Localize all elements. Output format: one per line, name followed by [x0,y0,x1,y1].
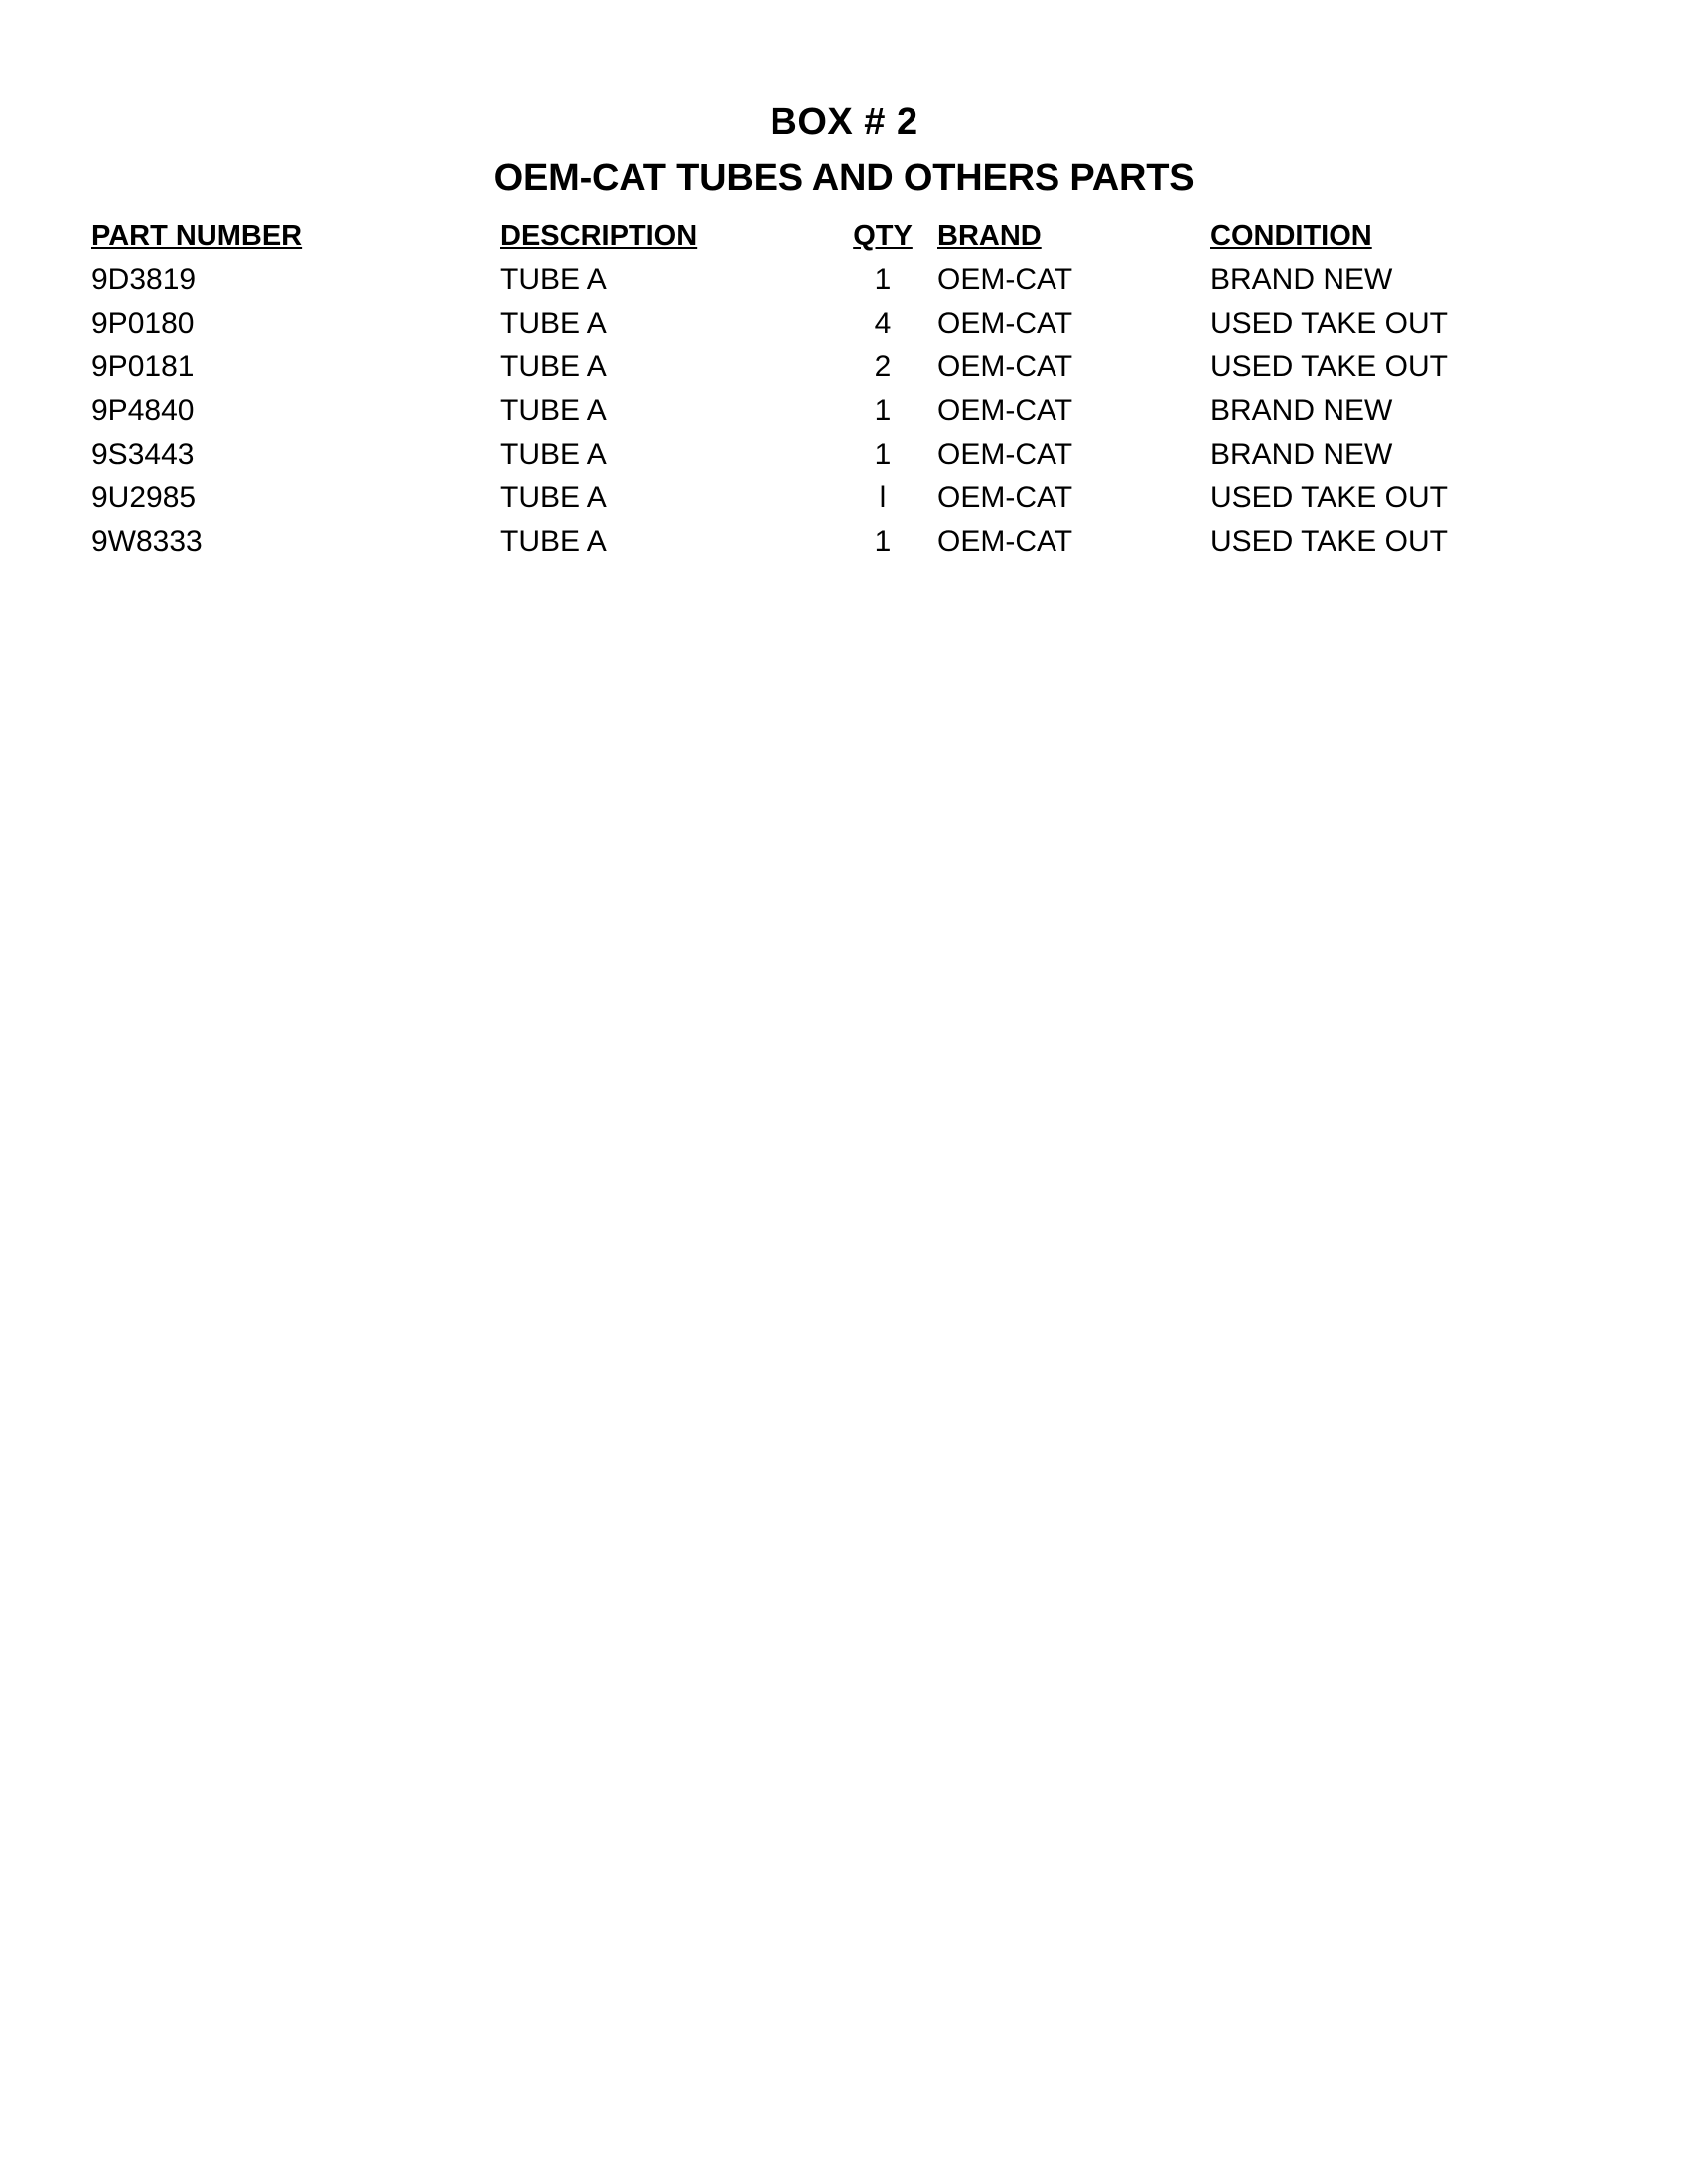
cell-part-number: 9P0180 [91,307,195,340]
table-row [91,483,1608,527]
cell-brand: OEM-CAT [937,525,1073,558]
cell-condition: BRAND NEW [1210,263,1393,296]
table-row [91,440,1608,483]
cell-brand: OEM-CAT [937,263,1073,296]
cell-qty: 4 [874,307,892,340]
column-header-qty: QTY [853,220,913,252]
cell-part-number: 9D3819 [91,263,197,296]
cell-description: TUBE A [500,481,607,514]
table-row [91,527,1608,571]
cell-qty: 1 [874,394,892,427]
cell-condition: USED TAKE OUT [1210,307,1448,340]
cell-qty: 1 [874,525,892,558]
table-row [91,309,1608,352]
cell-condition: BRAND NEW [1210,394,1393,427]
cell-brand: OEM-CAT [937,438,1073,471]
cell-description: TUBE A [500,350,607,383]
table-header-row [91,222,1608,265]
table-row [91,265,1608,309]
cell-description: TUBE A [500,525,607,558]
cell-brand: OEM-CAT [937,481,1073,514]
cell-qty: l [879,481,887,514]
cell-part-number: 9S3443 [91,438,195,471]
cell-part-number: 9P0181 [91,350,195,383]
cell-description: TUBE A [500,438,607,471]
cell-brand: OEM-CAT [937,394,1073,427]
cell-description: TUBE A [500,307,607,340]
parts-table [91,222,1608,571]
cell-part-number: 9P4840 [91,394,195,427]
column-header-description: DESCRIPTION [500,220,698,252]
cell-condition: BRAND NEW [1210,438,1393,471]
page-title: BOX # 2 [770,101,918,143]
title-block [0,103,1688,197]
cell-qty: 1 [874,263,892,296]
cell-part-number: 9U2985 [91,481,197,514]
cell-qty: 2 [874,350,892,383]
column-header-brand: BRAND [937,220,1042,252]
table-row [91,396,1608,440]
cell-condition: USED TAKE OUT [1210,481,1448,514]
page-subtitle: OEM-CAT TUBES AND OTHERS PARTS [493,157,1195,199]
column-header-condition: CONDITION [1210,220,1372,252]
cell-brand: OEM-CAT [937,350,1073,383]
cell-condition: USED TAKE OUT [1210,350,1448,383]
column-header-part-number: PART NUMBER [91,220,303,252]
table-header [91,222,1608,265]
cell-qty: 1 [874,438,892,471]
cell-description: TUBE A [500,394,607,427]
cell-brand: OEM-CAT [937,307,1073,340]
cell-condition: USED TAKE OUT [1210,525,1448,558]
table-body [91,265,1608,571]
table-row [91,352,1608,396]
cell-part-number: 9W8333 [91,525,203,558]
cell-description: TUBE A [500,263,607,296]
